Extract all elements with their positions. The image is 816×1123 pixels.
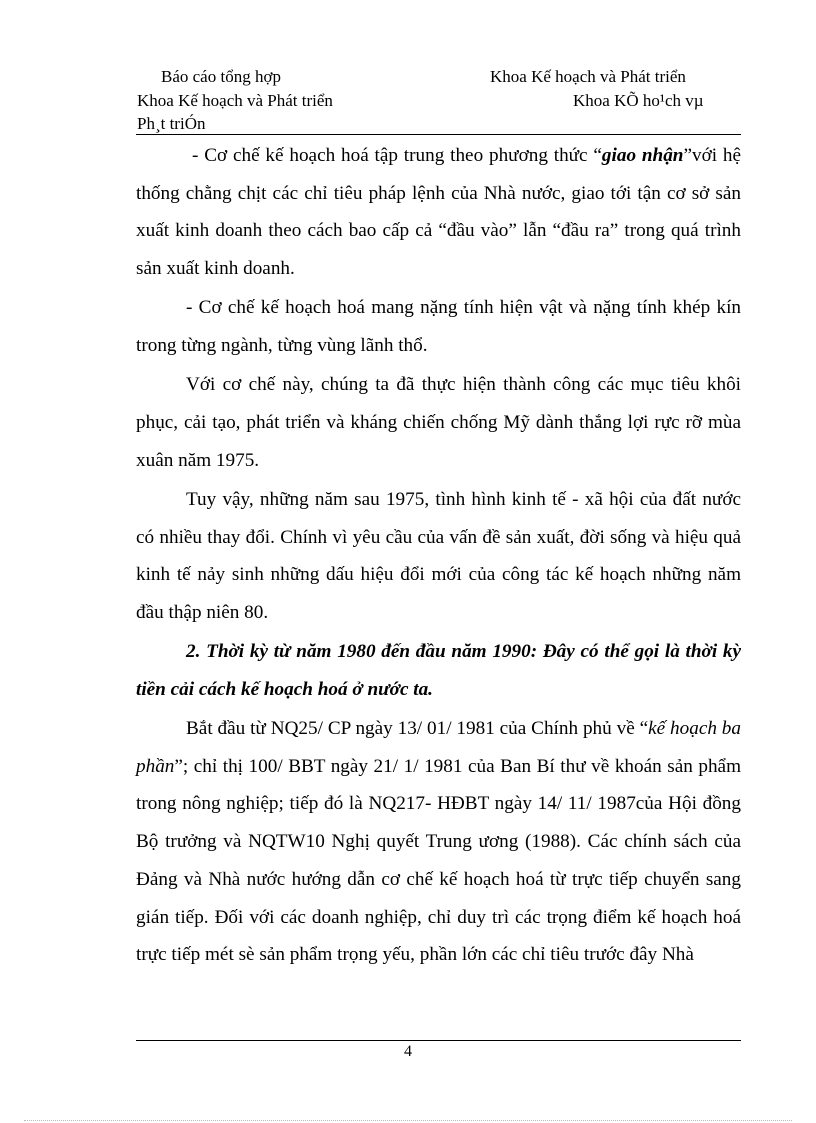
paragraph-text: Bắt đầu từ NQ25/ CP ngày 13/ 01/ 1981 của Chính phủ về “ xyxy=(186,718,649,740)
footer-rule xyxy=(136,1040,741,1041)
paragraph-text: ”với hệ thống chằng chịt các chỉ tiêu pháp lệnh của Nhà nước, giao tới tận cơ sở sản xuất kinh doanh theo cách bao cấp cả “đầu vào” lẫn “đầu ra” trong quá trình sản xuất kinh doanh. xyxy=(136,145,741,280)
header-faculty-name-left: Khoa Kế hoạch và Phát triển xyxy=(137,91,333,110)
paragraph-physical-planning: - Cơ chế kế hoạch hoá mang nặng tính hiện vật và nặng tính khép kín trong từng ngành, từng vùng lãnh thổ. xyxy=(136,297,741,357)
document-body xyxy=(136,137,741,974)
paragraph-after-1975: Tuy vậy, những năm sau 1975, tình hình kinh tế - xã hội của đất nước có nhiều thay đổi. Chính vì yêu cầu của vấn đề sản xuất, đời sống và hiệu quả kinh tế nảy sinh những dấu hiệu đổi mới của công tác kế hoạch những năm đầu thập niên 80. xyxy=(136,488,741,623)
header-rule xyxy=(136,134,741,135)
header-faculty-name: Khoa Kế hoạch và Phát triển xyxy=(490,67,686,86)
paragraph-text: - Cơ chế kế hoạch hoá tập trung theo phương thức “ xyxy=(192,145,602,166)
emphasis-term: giao nhận xyxy=(601,145,684,166)
paragraph-reforms xyxy=(136,710,741,974)
paragraph-central-planning xyxy=(136,137,741,288)
paragraph-achievements: Với cơ chế này, chúng ta đã thực hiện thành công các mục tiêu khôi phục, cải tạo, phát triển và kháng chiến chống Mỹ dành thắng lợi rực rỡ mùa xuân năm 1975. xyxy=(136,374,741,471)
paragraph-text: ”; chỉ thị 100/ BBT ngày 21/ 1/ 1981 của Ban Bí thư về khoán sản phẩm trong nông nghiệp; tiếp đó là NQ217- HĐBT ngày 14/ 11/ 1987của Hội đồng Bộ trưởng và NQTW10 Nghị quyết Trung ương (1988). Các chính sách của Đảng và Nhà nước hướng dẫn cơ chế kế hoạch hoá từ trực tiếp chuyển sang gián tiếp. Đối với các doanh nghiệp, chỉ duy trì các trọng điểm kế hoạch hoá trực tiếp mét sè sản phẩm trọng yếu, phần lớn các chỉ tiêu trước đây Nhà xyxy=(136,755,741,966)
page-number: 4 xyxy=(404,1043,412,1060)
header-faculty-name-garbled-cont: Ph¸t triÓn xyxy=(137,114,206,133)
emphasis-term: kế hoạch ba phần xyxy=(136,718,741,777)
section-heading: 2. Thời kỳ từ năm 1980 đến đầu năm 1990: Đây có thể gọi là thời kỳ tiền cải cách kế hoạch hoá ở nước ta. xyxy=(136,641,741,700)
header-faculty-name-garbled: Khoa KÕ ho¹ch vµ xyxy=(573,91,704,110)
page-bottom-border xyxy=(24,1120,792,1121)
header-report-title: Báo cáo tổng hợp xyxy=(161,67,281,86)
